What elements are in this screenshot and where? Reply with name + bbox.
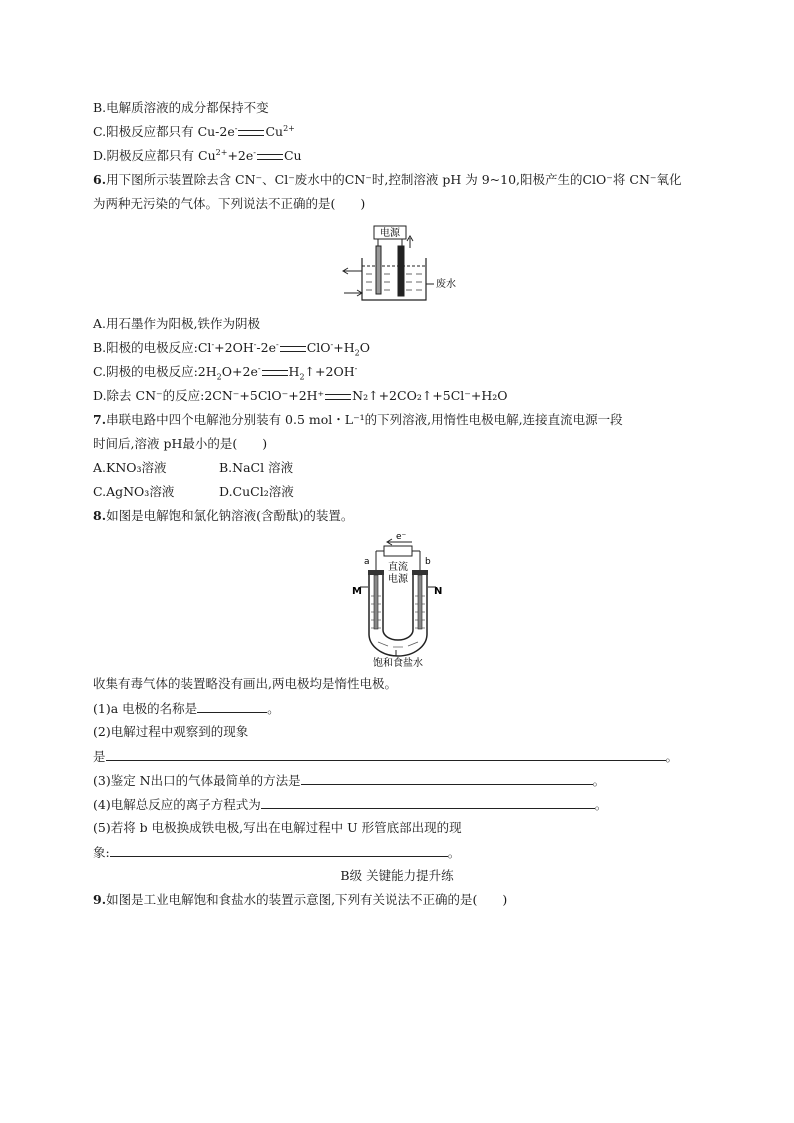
- q5-option-d: D.阴极反应都只有 $Cu^{2+}+2e^-$ Cu: [93, 147, 302, 163]
- q6-stem-line2: 为两种无污染的气体。下列说法不正确的是( ): [93, 196, 366, 211]
- q7-option-b: B.NaCl 溶液: [219, 460, 294, 475]
- q9-stem: 9.如图是工业电解饱和食盐水的装置示意图,下列有关说法不正确的是( ): [93, 892, 508, 907]
- q8-label-b: b: [425, 557, 431, 567]
- q8-sub5-blank[interactable]: [110, 844, 448, 857]
- q6-stem-line1: 6.用下图所示装置除去含 CN⁻、Cl⁻废水中的CN⁻时,控制溶液 pH 为 9~10,阳极产生的ClO⁻将 CN⁻氧化: [93, 172, 682, 187]
- q8-note: 收集有毒气体的装置略没有画出,两电极均是惰性电极。: [93, 676, 397, 691]
- q7-stem-line2: 时间后,溶液 pH最小的是( ): [93, 436, 268, 451]
- q8-sub2-blank[interactable]: [106, 748, 666, 761]
- q8-label-m: M: [352, 586, 362, 597]
- q8-label-n: N: [434, 586, 443, 597]
- q8-label-a: a: [364, 557, 370, 567]
- q6-right-electrode: [398, 246, 404, 296]
- q6-left-electrode: [376, 246, 381, 294]
- q7-stem-line1: 7.串联电路中四个电解池分别装有 0.5 mol・L⁻¹的下列溶液,用惰性电极电解,连接直流电源一段: [93, 412, 623, 427]
- q7-option-a: A.KNO₃溶液: [93, 460, 167, 475]
- q6-power-label: 电源: [380, 228, 400, 239]
- q7-option-c: C.AgNO₃溶液: [93, 484, 175, 499]
- q6-option-c: C.阴极的电极反应$:2H_2O+2e^-$ $H_2↑+2OH^-$: [93, 363, 358, 382]
- q8-sub5: (5)若将 b 电极换成铁电极,写出在电解过程中 U 形管底部出现的现: [93, 820, 462, 835]
- q8-sub4-blank[interactable]: [261, 796, 595, 809]
- q8-sub3-blank[interactable]: [301, 772, 593, 785]
- q8-electrode-a: [374, 575, 378, 629]
- q8-sub5-answer: 象: 。: [93, 845, 461, 860]
- q8-sub4: (4)电解总反应的离子方程式为 。: [93, 797, 608, 812]
- q8-sub2-answer: 是 。: [93, 749, 679, 764]
- q7-option-d: D.CuCl₂溶液: [219, 484, 294, 499]
- q8-sub1-blank[interactable]: [197, 700, 267, 713]
- q8-sub2: (2)电解过程中观察到的现象: [93, 724, 249, 739]
- q6-option-d: D.除去 CN⁻的反应:2CN⁻+5ClO⁻+2H⁺ N₂↑+2CO₂↑+5Cl⁻+H₂O: [93, 388, 508, 403]
- q6-option-a: A.用石墨作为阳极,铁作为阴极: [93, 316, 260, 331]
- q5-option-c: C.阳极反应都只有 Cu-2e- $Cu^{2+}$: [93, 123, 295, 139]
- q8-stem: 8.如图是电解饱和氯化钠溶液(含酚酞)的装置。: [93, 508, 354, 523]
- q8-electron-label: e⁻: [396, 532, 407, 542]
- q6-water-label: 废水: [436, 279, 456, 290]
- section-b-heading: B级 关键能力提升练: [340, 868, 454, 883]
- q8-electrode-b: [418, 575, 422, 629]
- q8-power-line1: 直流: [388, 562, 408, 573]
- q8-caption: 饱和食盐水: [373, 658, 423, 669]
- q8-sub3: (3)鉴定 N出口的气体最简单的方法是 。: [93, 773, 606, 788]
- q6-electrolysis-figure: [340, 224, 456, 304]
- q8-u-tube-figure: [348, 530, 448, 668]
- q8-sub1: (1)a 电极的名称是 。: [93, 701, 280, 716]
- q6-option-b: B.阳极的电极反应:Cl-+2OH--2e- $ClO^-+H_2O$: [93, 339, 370, 358]
- q8-power-line2: 电源: [388, 574, 408, 585]
- q5-option-b: B.电解质溶液的成分都保持不变: [93, 100, 269, 115]
